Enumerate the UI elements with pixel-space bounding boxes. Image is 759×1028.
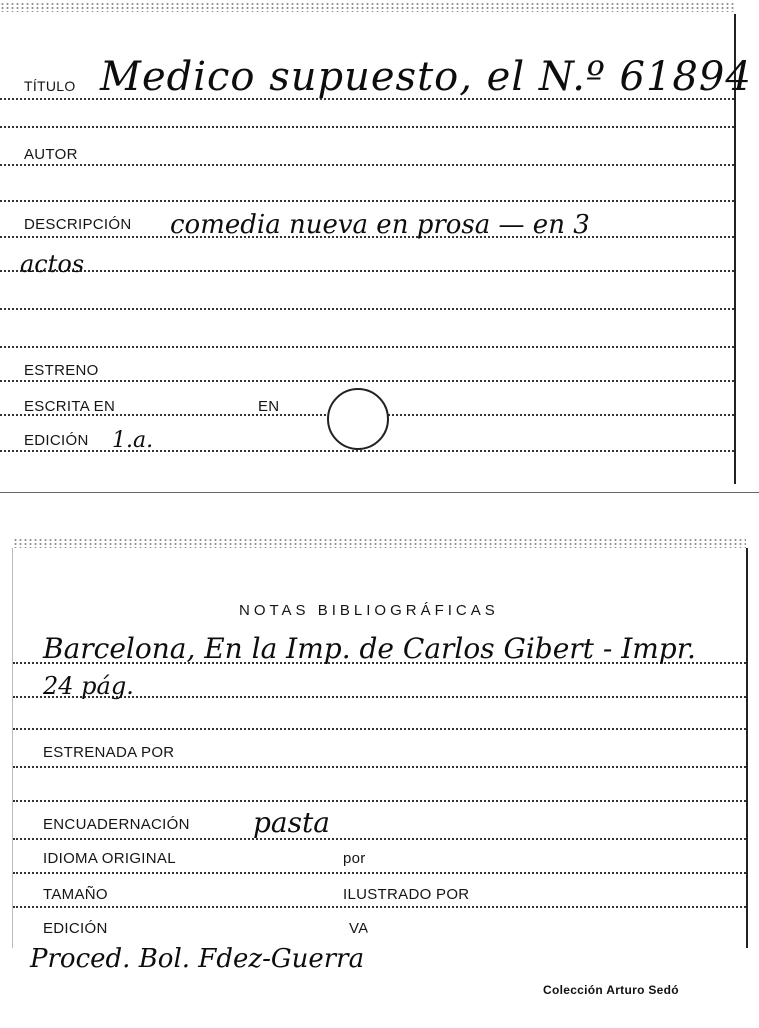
ilustrado-por-label: ILUSTRADO POR	[343, 886, 470, 903]
edicion-label: EDICIÓN	[24, 432, 89, 449]
collection-note: Colección Arturo Sedó	[543, 983, 679, 997]
card-top-edge	[13, 538, 746, 548]
descripcion-label: DESCRIPCIÓN	[24, 216, 132, 233]
encuadernacion-label: ENCUADERNACIÓN	[43, 816, 190, 833]
rule	[13, 728, 746, 730]
notas-line2: 24 pág.	[43, 672, 134, 700]
titulo-value: Medico supuesto, el N.º 61894	[100, 54, 752, 100]
procedencia-value: Proced. Bol. Fdez-Guerra	[30, 944, 365, 974]
notas-heading: NOTAS BIBLIOGRÁFICAS	[239, 602, 499, 619]
estreno-rule	[0, 380, 734, 382]
rule	[0, 346, 734, 348]
card-top-edge	[0, 2, 734, 12]
idioma-rule	[13, 872, 746, 874]
idioma-original-label: IDIOMA ORIGINAL	[43, 850, 176, 867]
titulo-label: TÍTULO	[24, 78, 76, 94]
punch-hole	[327, 388, 389, 450]
valor-label: VA	[349, 920, 369, 937]
rule	[0, 308, 734, 310]
rule	[0, 200, 734, 202]
catalog-card-back	[12, 548, 748, 948]
estrenada-rule	[13, 766, 746, 768]
encuadernacion-value: pasta	[253, 806, 330, 839]
estreno-label: ESTRENO	[24, 362, 99, 379]
tamano-label: TAMAÑO	[43, 886, 108, 903]
autor-rule	[0, 164, 734, 166]
descripcion-value-line2: actos	[20, 250, 85, 278]
card-separator	[0, 492, 759, 493]
whiteout-blot	[368, 922, 408, 956]
rule	[13, 800, 746, 802]
encuadernacion-rule	[13, 838, 746, 840]
por-label: por	[343, 850, 366, 867]
edicion-value: 1.a.	[112, 428, 154, 453]
estrenada-por-label: ESTRENADA POR	[43, 744, 175, 761]
tamano-rule	[13, 906, 746, 908]
rule	[0, 126, 734, 128]
rule	[0, 270, 734, 272]
autor-label: AUTOR	[24, 146, 78, 163]
descripcion-value-line1: comedia nueva en prosa — en 3	[170, 210, 590, 240]
notas-line1: Barcelona, En la Imp. de Carlos Gibert - Impr.	[43, 632, 696, 665]
escrita-en-label: ESCRITA EN	[24, 398, 116, 415]
edicion-rule	[0, 450, 734, 452]
edicion-label: EDICIÓN	[43, 920, 108, 937]
en-label: EN	[258, 398, 280, 415]
